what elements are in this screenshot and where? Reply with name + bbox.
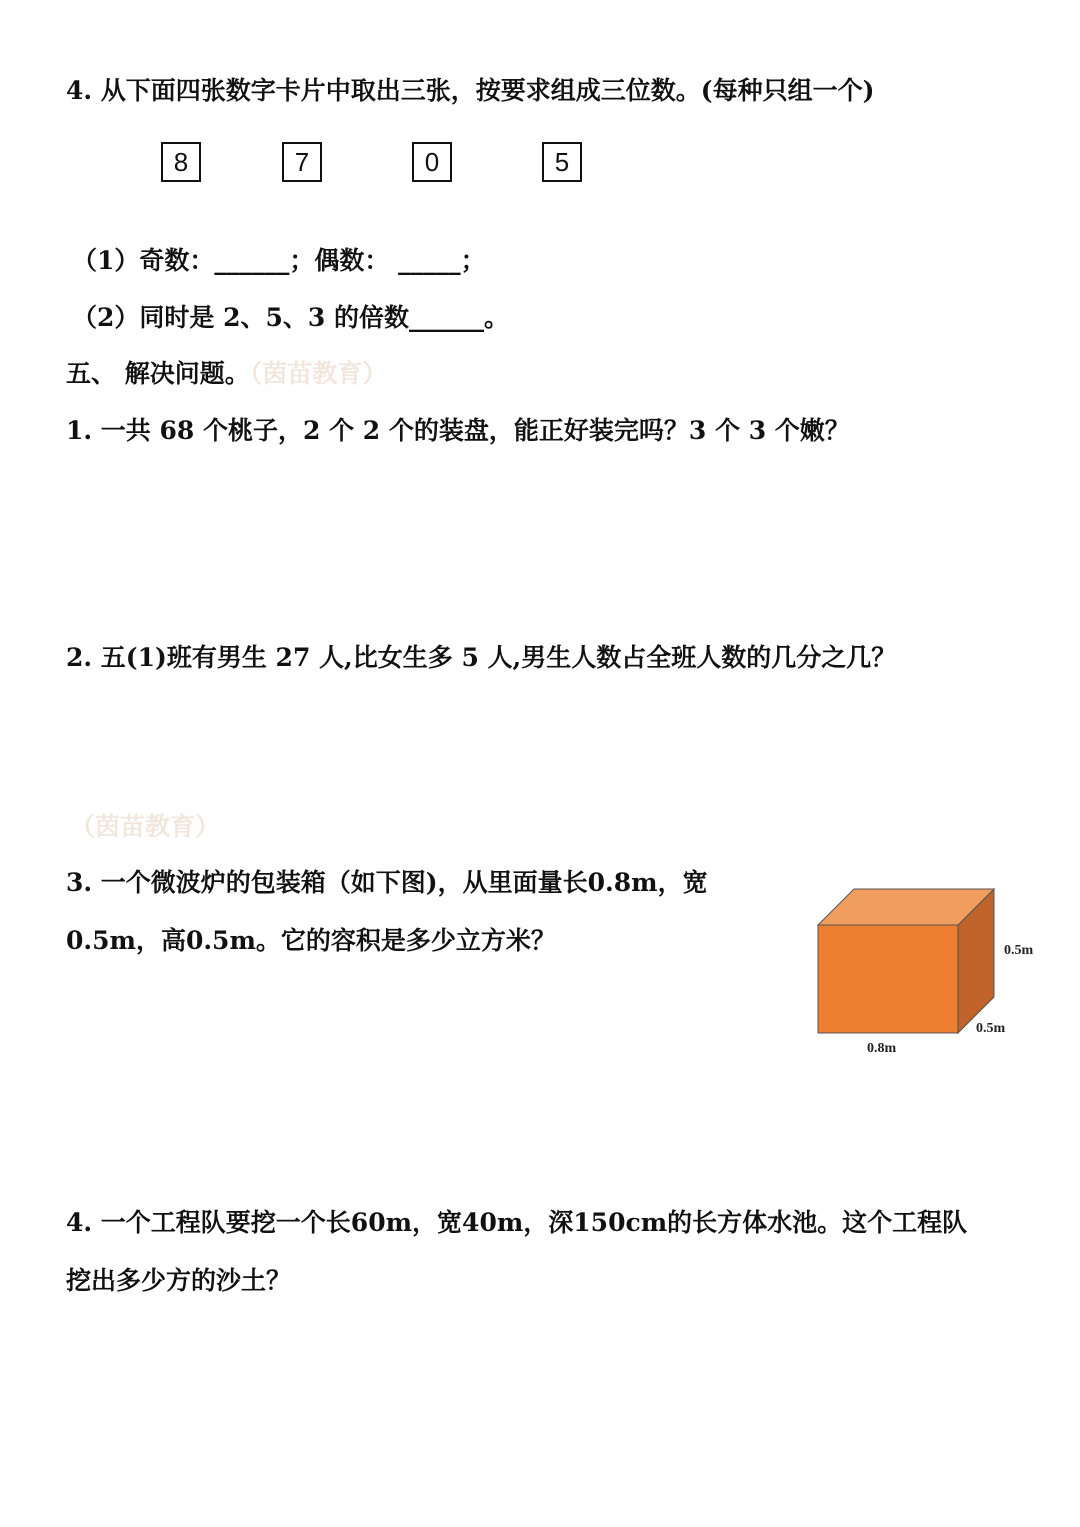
watermark-text: （茵苗教育） bbox=[249, 359, 388, 388]
digit-card: 7 bbox=[282, 142, 322, 182]
problem-1: 1. 一共 68 个桃子，2 个 2 个的装盘，能正好装完吗？3 个 3 个嫩？ bbox=[66, 416, 850, 445]
q4-part1: （1）奇数：______；偶数： _____； bbox=[72, 246, 486, 275]
digit-card: 0 bbox=[412, 142, 452, 182]
cuboid-front-face bbox=[818, 925, 958, 1033]
problem-3-line2: 0.5m，高0.5m。它的容积是多少立方米？ bbox=[66, 926, 556, 955]
q4-part2: （2）同时是 2、5、3 的倍数______。 bbox=[72, 303, 509, 332]
problem-4-line1: 4. 一个工程队要挖一个长60m，宽40m，深150cm的长方体水池。这个工程队 bbox=[66, 1208, 968, 1237]
depth-label: 0.5m bbox=[976, 1021, 1006, 1036]
problem-2: 2. 五(1)班有男生 27 人,比女生多 5 人,男生人数占全班人数的几分之几？ bbox=[66, 643, 897, 672]
problem-3-line1: 3. 一个微波炉的包装箱（如下图)，从里面量长0.8m，宽 bbox=[66, 868, 708, 897]
digit-card: 5 bbox=[542, 142, 582, 182]
section-heading bbox=[66, 357, 387, 391]
cuboid-figure bbox=[800, 880, 1060, 1065]
q4-prompt: 4. 从下面四张数字卡片中取出三张，按要求组成三位数。(每种只组一个) bbox=[66, 76, 875, 105]
watermark-text: （茵苗教育） bbox=[70, 812, 221, 841]
height-label: 0.5m bbox=[1004, 943, 1034, 958]
length-label: 0.8m bbox=[867, 1041, 897, 1056]
digit-card: 8 bbox=[161, 142, 201, 182]
section-title: 五、 解决问题。 bbox=[66, 359, 250, 388]
problem-4-line2: 挖出多少方的沙土？ bbox=[66, 1266, 292, 1295]
